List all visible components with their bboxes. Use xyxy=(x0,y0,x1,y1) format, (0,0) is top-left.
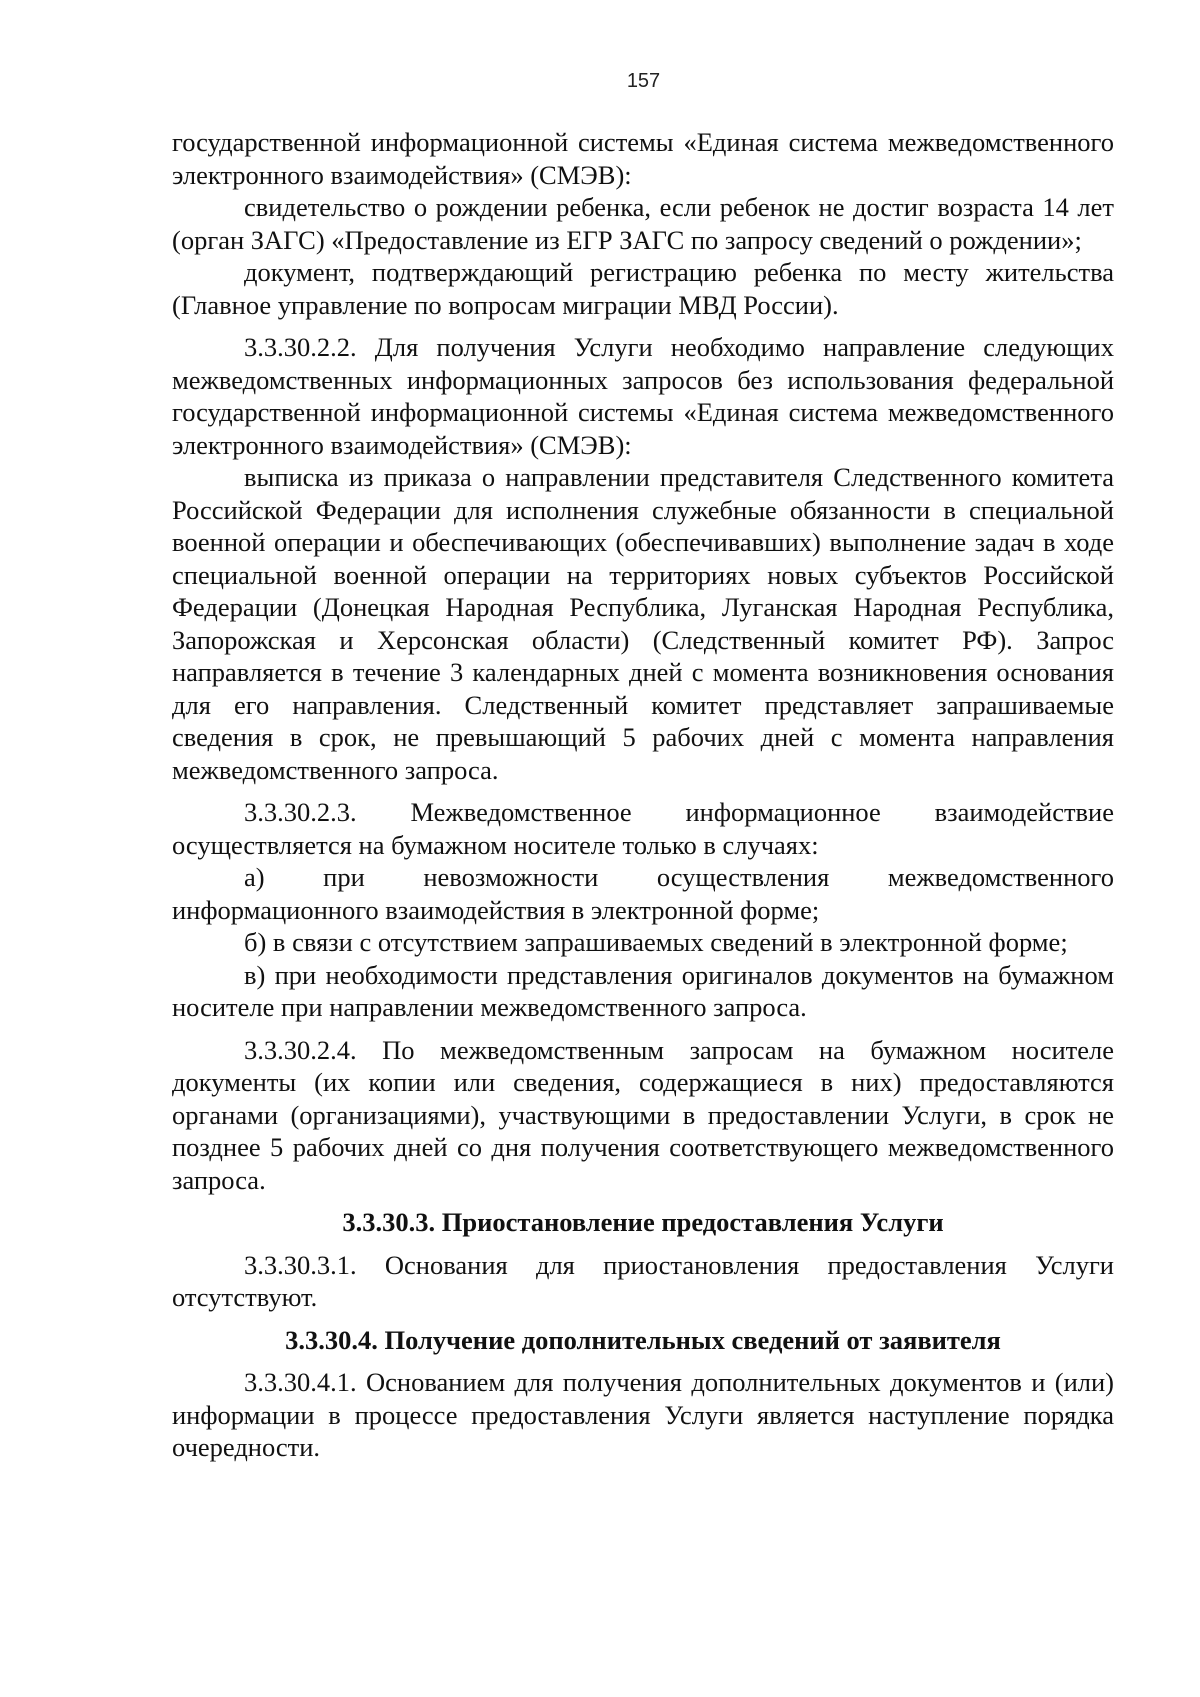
paragraph-registration-document: документ, подтверждающий регистрацию ребенка по месту жительства (Главное управление по вопросам миграции МВД России). xyxy=(172,257,1114,320)
paragraph-3-3-30-2-4: 3.3.30.2.4. По межведомственным запросам на бумажном носителе документы (их копии или сведения, содержащиеся в них) предоставляются органами (организациями), участвующими в предоставлении Услуги, в срок не позднее 5 рабочих дней со дня получения соответствующего межведомственного запроса. xyxy=(172,1034,1114,1195)
paragraph-smev-continuation: государственной информационной системы «Единая система межведомственного электронного взаимодействия» (СМЭВ): xyxy=(172,127,1114,190)
paragraph-3-3-30-2-2: 3.3.30.2.2. Для получения Услуги необходимо направление следующих межведомственных информационных запросов без использования федеральной государственной информационной системы «Единая система межведомственного электронного взаимодействия» (СМЭВ): xyxy=(172,332,1114,460)
page-number: 157 xyxy=(626,70,661,92)
document-body xyxy=(172,126,1114,1464)
paragraph-birth-certificate: свидетельство о рождении ребенка, если ребенок не достиг возраста 14 лет (орган ЗАГС) «Предоставление из ЕГР ЗАГС по запросу сведений о рождении»; xyxy=(172,192,1114,255)
list-item-b: б) в связи с отсутствием запрашиваемых сведений в электронной форме; xyxy=(244,927,1068,957)
section-heading-additional-info: 3.3.30.4. Получение дополнительных сведений от заявителя xyxy=(285,1324,1001,1355)
paragraph-3-3-30-3-1: 3.3.30.3.1. Основания для приостановления предоставления Услуги отсутствуют. xyxy=(172,1249,1114,1312)
paragraph-3-3-30-2-3: 3.3.30.2.3. Межведомственное информационное взаимодействие осуществляется на бумажном носителе только в случаях: xyxy=(172,797,1114,860)
paragraph-order-extract: выписка из приказа о направлении представителя Следственного комитета Российской Федерации для исполнения служебные обязанности в специальной военной операции и обеспечивающих (обеспечивавших) выполнение задач в ходе специальной военной операции на территориях новых субъектов Российской Федерации (Донецкая Народная Республика, Луганская Народная Республика, Запорожская и Херсонская области) (Следственный комитет РФ). Запрос направляется в течение 3 календарных дней с момента возникновения основания для его направления. Следственный комитет представляет запрашиваемые сведения в срок, не превышающий 5 рабочих дней с момента направления межведомственного запроса. xyxy=(172,462,1114,785)
section-heading-suspension: 3.3.30.3. Приостановление предоставления Услуги xyxy=(342,1207,944,1237)
list-item-v: в) при необходимости представления оригиналов документов на бумажном носителе при направлении межведомственного запроса. xyxy=(172,959,1114,1022)
paragraph-3-3-30-4-1: 3.3.30.4.1. Основанием для получения дополнительных документов и (или) информации в процессе предоставления Услуги является наступление порядка очередности. xyxy=(172,1367,1114,1462)
list-item-a: а) при невозможности осуществления межведомственного информационного взаимодействия в электронной форме; xyxy=(172,862,1114,925)
